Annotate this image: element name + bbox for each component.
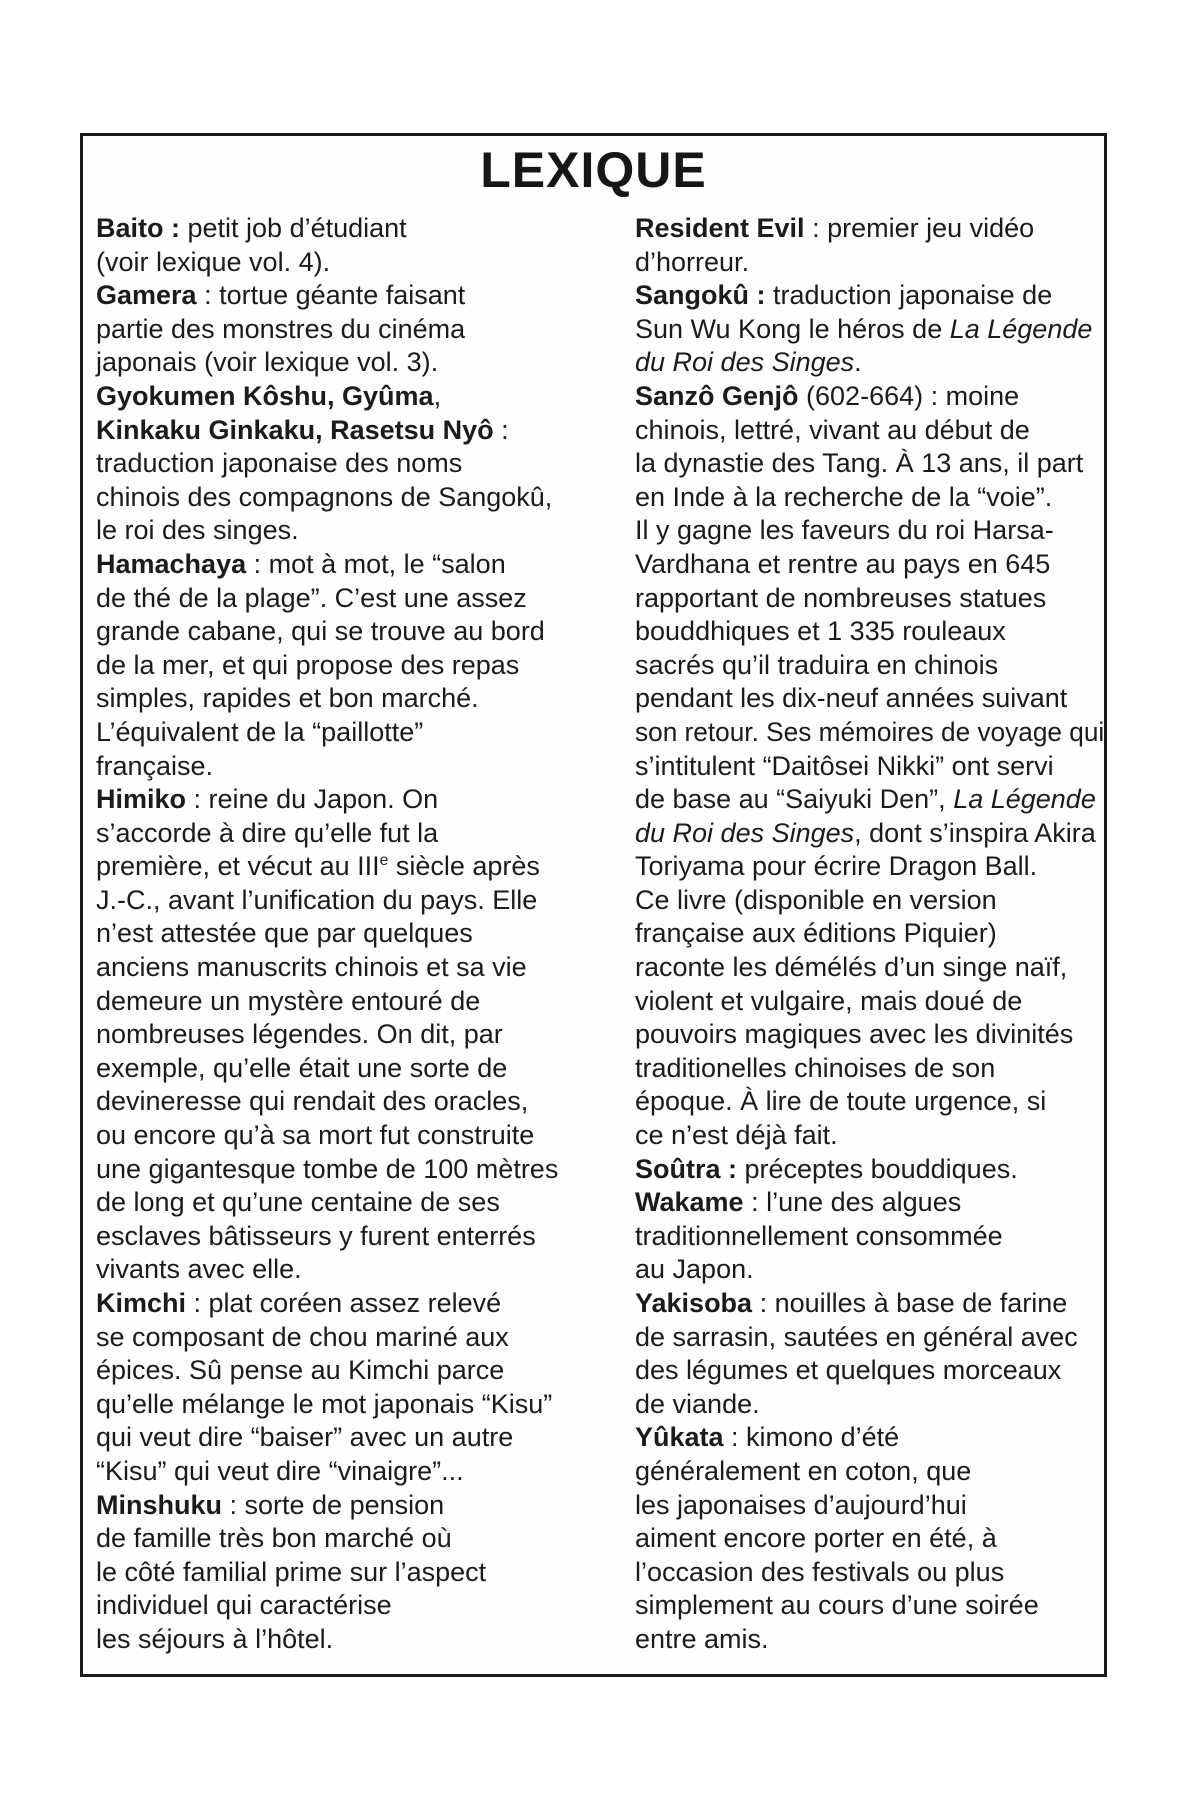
glossary-text: Toriyama pour écrire Dragon Ball. <box>635 851 1038 882</box>
text-line <box>96 1253 591 1287</box>
glossary-text: L’équivalent de la “paillotte” <box>96 716 424 747</box>
glossary-text: : sorte de pension <box>222 1489 445 1520</box>
glossary-term: Minshuku <box>96 1489 222 1520</box>
glossary-term: Yûkata <box>635 1422 724 1453</box>
glossary-text: qui veut dire “baiser” avec un autre <box>96 1422 514 1453</box>
glossary-text: simples, rapides et bon marché. <box>96 683 479 714</box>
text-line <box>635 414 1104 448</box>
glossary-text: traditionelles chinoises de son <box>635 1052 996 1083</box>
glossary-text: devineresse qui rendait des oracles, <box>96 1086 529 1117</box>
text-line <box>635 582 1104 616</box>
text-line <box>96 1388 591 1422</box>
glossary-text: française aux éditions Piquier) <box>635 918 997 949</box>
text-line <box>96 817 591 851</box>
glossary-text: exemple, qu’elle était une sorte de <box>96 1052 508 1083</box>
text-line <box>96 1489 591 1523</box>
glossary-text: La Légende <box>949 313 1093 344</box>
text-line <box>635 1455 1104 1489</box>
text-line <box>96 1186 591 1220</box>
text-line <box>96 212 591 246</box>
glossary-text: la dynastie des Tang. À 13 ans, il part <box>635 448 1084 479</box>
text-line <box>96 884 591 918</box>
glossary-text: rapportant de nombreuses statues <box>635 582 1047 613</box>
text-line <box>96 649 591 683</box>
glossary-text: les séjours à l’hôtel. <box>96 1623 334 1654</box>
text-line <box>635 1556 1104 1590</box>
text-line <box>635 884 1104 918</box>
glossary-text: grande cabane, qui se trouve au bord <box>96 616 545 647</box>
text-line <box>96 1321 591 1355</box>
text-line <box>96 380 591 414</box>
glossary-text: siècle après <box>388 851 540 882</box>
text-line <box>96 1018 591 1052</box>
text-line <box>96 1623 591 1657</box>
text-line <box>635 615 1104 649</box>
text-line <box>635 1522 1104 1556</box>
glossary-text: de viande. <box>635 1388 760 1419</box>
glossary-term: Soûtra : <box>635 1153 738 1184</box>
glossary-term: Resident Evil <box>635 213 805 243</box>
glossary-text: : kimono d’été <box>723 1422 900 1453</box>
glossary-text: Il y gagne les faveurs du roi Harsa- <box>635 515 1054 546</box>
glossary-text: pendant les dix-neuf années suivant <box>635 683 1068 714</box>
glossary-term: Baito : <box>96 213 180 243</box>
glossary-text: l’occasion des festivals ou plus <box>635 1556 1005 1587</box>
glossary-text: chinois des compagnons de Sangokû, <box>96 481 553 512</box>
text-line <box>96 1220 591 1254</box>
glossary-term: Gyokumen Kôshu, Gyûma <box>96 380 434 411</box>
glossary-text: préceptes bouddiques. <box>737 1153 1018 1184</box>
text-line <box>96 1556 591 1590</box>
glossary-text: généralement en coton, que <box>635 1455 972 1486</box>
text-line <box>96 951 591 985</box>
glossary-columns <box>83 212 1104 1657</box>
glossary-text: entre amis. <box>635 1623 769 1654</box>
glossary-text: ou encore qu’à sa mort fut construite <box>96 1120 535 1151</box>
glossary-column-left <box>96 212 591 1657</box>
glossary-text: en Inde à la recherche de la “voie”. <box>635 481 1053 512</box>
glossary-text: : <box>493 414 509 445</box>
glossary-text: demeure un mystère entouré de <box>96 985 481 1016</box>
glossary-text: simplement au cours d’une soirée <box>635 1590 1039 1621</box>
glossary-text: , dont s’inspira Akira <box>854 817 1096 848</box>
glossary-text: se composant de chou mariné aux <box>96 1321 509 1352</box>
text-line <box>96 1153 591 1187</box>
text-line <box>635 1354 1104 1388</box>
glossary-text: esclaves bâtisseurs y furent enterrés <box>96 1220 536 1251</box>
glossary-text: nombreuses légendes. On dit, par <box>96 1019 503 1050</box>
glossary-text: de la mer, et qui propose des repas <box>96 649 520 680</box>
glossary-text: e <box>379 852 389 870</box>
glossary-text: une gigantesque tombe de 100 mètres <box>96 1153 559 1184</box>
glossary-text: les japonaises d’aujourd’hui <box>635 1489 967 1520</box>
glossary-text: de sarrasin, sautées en général avec <box>635 1321 1078 1352</box>
glossary-term: Hamachaya <box>96 548 247 579</box>
glossary-text: traduction japonaise de <box>765 280 1053 311</box>
glossary-text: Vardhana et rentre au pays en 645 <box>635 548 1051 579</box>
text-line <box>96 1421 591 1455</box>
glossary-term: Sangokû : <box>635 280 766 311</box>
glossary-text: (602-664) : moine <box>798 380 1020 411</box>
page-title: LEXIQUE <box>480 142 707 198</box>
glossary-text: française. <box>96 750 214 781</box>
text-line <box>96 1052 591 1086</box>
glossary-text: d’horreur. <box>635 246 750 277</box>
text-line <box>96 246 591 280</box>
glossary-text: époque. À lire de toute urgence, si <box>635 1086 1047 1117</box>
text-line <box>96 313 591 347</box>
glossary-text: violent et vulgaire, mais doué de <box>635 985 1023 1016</box>
glossary-term: Himiko <box>96 784 187 815</box>
text-line <box>635 1489 1104 1523</box>
glossary-text: au Japon. <box>635 1254 754 1285</box>
text-line <box>635 1085 1104 1119</box>
text-line <box>635 649 1104 683</box>
glossary-text: : plat coréen assez relevé <box>186 1288 502 1318</box>
glossary-text: de long et qu’une centaine de ses <box>96 1187 500 1218</box>
text-line <box>635 313 1104 347</box>
glossary-text: individuel qui caractérise <box>96 1590 392 1621</box>
glossary-text: épices. Sû pense au Kimchi parce <box>96 1355 505 1386</box>
glossary-text: des légumes et quelques morceaux <box>635 1355 1062 1386</box>
glossary-text: pouvoirs magiques avec les divinités <box>635 1019 1074 1050</box>
text-line <box>635 1253 1104 1287</box>
glossary-text: : tortue géante faisant <box>196 280 466 311</box>
glossary-term: Kinkaku Ginkaku, Rasetsu Nyô <box>96 414 494 445</box>
glossary-text: petit job d’étudiant <box>180 213 407 243</box>
glossary-text: du Roi des Singes <box>635 347 855 378</box>
glossary-text: première, et vécut au III <box>96 851 380 882</box>
text-line <box>96 514 591 548</box>
glossary-text: “Kisu” qui veut dire “vinaigre”... <box>96 1455 464 1486</box>
glossary-text: japonais (voir lexique vol. 3). <box>96 347 439 378</box>
text-line <box>635 985 1104 1019</box>
text-line <box>635 1321 1104 1355</box>
text-line <box>96 682 591 716</box>
glossary-text: (voir lexique vol. 4). <box>96 246 331 277</box>
glossary-text: son retour. Ses mémoires de voyage qui <box>635 716 1105 747</box>
text-line <box>635 682 1104 716</box>
text-line <box>635 1623 1104 1657</box>
glossary-text: bouddhiques et 1 335 rouleaux <box>635 616 1006 647</box>
glossary-text: traduction japonaise des noms <box>96 448 463 479</box>
glossary-text: vivants avec elle. <box>96 1254 302 1285</box>
glossary-text: qu’elle mélange le mot japonais “Kisu” <box>96 1388 553 1419</box>
text-line <box>635 817 1104 851</box>
text-line <box>96 750 591 784</box>
text-line <box>635 481 1104 515</box>
glossary-text: Ce livre (disponible en version <box>635 884 997 915</box>
text-line <box>96 850 591 884</box>
glossary-text: de thé de la plage”. C’est une assez <box>96 582 527 613</box>
text-line <box>96 548 591 582</box>
text-line <box>635 1186 1104 1220</box>
glossary-text: s’accorde à dire qu’elle fut la <box>96 817 439 848</box>
text-line <box>635 548 1104 582</box>
glossary-text: aiment encore porter en été, à <box>635 1523 997 1554</box>
glossary-text: chinois, lettré, vivant au début de <box>635 414 1030 445</box>
glossary-text: du Roi des Singes <box>635 817 855 848</box>
glossary-term: Yakisoba <box>635 1288 753 1318</box>
text-line <box>635 716 1105 750</box>
text-line <box>635 346 1104 380</box>
text-line <box>635 1589 1104 1623</box>
text-line <box>635 1153 1104 1187</box>
text-line <box>635 279 1104 313</box>
glossary-text: La Légende <box>953 784 1096 815</box>
text-line <box>96 1085 591 1119</box>
lexique-page <box>80 133 1107 1677</box>
text-line <box>96 279 591 313</box>
text-line <box>635 917 1104 951</box>
text-line <box>635 1388 1104 1422</box>
glossary-text: traditionnellement consommée <box>635 1220 1003 1251</box>
text-line <box>635 246 1104 280</box>
text-line <box>96 447 591 481</box>
text-line <box>635 1287 1104 1321</box>
glossary-text: : l’une des algues <box>743 1187 962 1218</box>
glossary-term: Sanzô Genjô <box>635 380 799 411</box>
text-line <box>635 783 1104 817</box>
glossary-text: J.-C., avant l’unification du pays. Elle <box>96 884 538 915</box>
glossary-text: le côté familial prime sur l’aspect <box>96 1556 487 1587</box>
glossary-text: n’est attestée que par quelques <box>96 918 473 949</box>
text-line <box>96 1354 591 1388</box>
glossary-term: Gamera <box>96 280 197 311</box>
glossary-text: : nouilles à base de farine <box>752 1288 1068 1318</box>
text-line <box>96 1119 591 1153</box>
text-line <box>635 750 1104 784</box>
text-line <box>96 1287 591 1321</box>
text-line <box>96 1522 591 1556</box>
text-line <box>96 414 591 448</box>
text-line <box>96 481 591 515</box>
text-line <box>635 951 1104 985</box>
glossary-term: Wakame <box>635 1187 744 1218</box>
glossary-text: Sun Wu Kong le héros de <box>635 313 950 344</box>
glossary-text: de base au “Saiyuki Den”, <box>635 784 954 815</box>
text-line <box>635 447 1104 481</box>
text-line <box>635 380 1104 414</box>
text-line <box>635 212 1104 246</box>
text-line <box>635 514 1104 548</box>
text-line <box>96 985 591 1019</box>
glossary-text: anciens manuscrits chinois et sa vie <box>96 952 527 983</box>
text-line <box>635 850 1104 884</box>
text-line <box>635 1052 1104 1086</box>
text-line <box>635 1018 1104 1052</box>
glossary-term: Kimchi <box>96 1288 187 1318</box>
glossary-text: : reine du Japon. On <box>186 784 439 815</box>
glossary-text: raconte les démélés d’un singe naïf, <box>635 952 1068 983</box>
text-line <box>96 615 591 649</box>
text-line <box>96 1589 591 1623</box>
glossary-text: ce n’est déjà fait. <box>635 1120 838 1151</box>
text-line <box>96 1455 591 1489</box>
glossary-text: . <box>854 347 862 378</box>
glossary-text: de famille très bon marché où <box>96 1523 452 1554</box>
glossary-text: , <box>433 380 442 411</box>
glossary-text: : premier jeu vidéo <box>804 213 1035 243</box>
text-line <box>96 917 591 951</box>
text-line <box>96 582 591 616</box>
glossary-text: partie des monstres du cinéma <box>96 313 466 344</box>
glossary-text: s’intitulent “Daitôsei Nikki” ont servi <box>635 750 1054 781</box>
glossary-text: le roi des singes. <box>96 515 299 546</box>
glossary-text: sacrés qu’il traduira en chinois <box>635 649 999 680</box>
text-line <box>635 1421 1104 1455</box>
text-line <box>635 1220 1104 1254</box>
glossary-column-right <box>635 212 1104 1657</box>
glossary-text: : mot à mot, le “salon <box>246 548 506 579</box>
text-line <box>635 1119 1104 1153</box>
text-line <box>96 783 591 817</box>
text-line <box>96 716 591 750</box>
text-line <box>96 346 591 380</box>
